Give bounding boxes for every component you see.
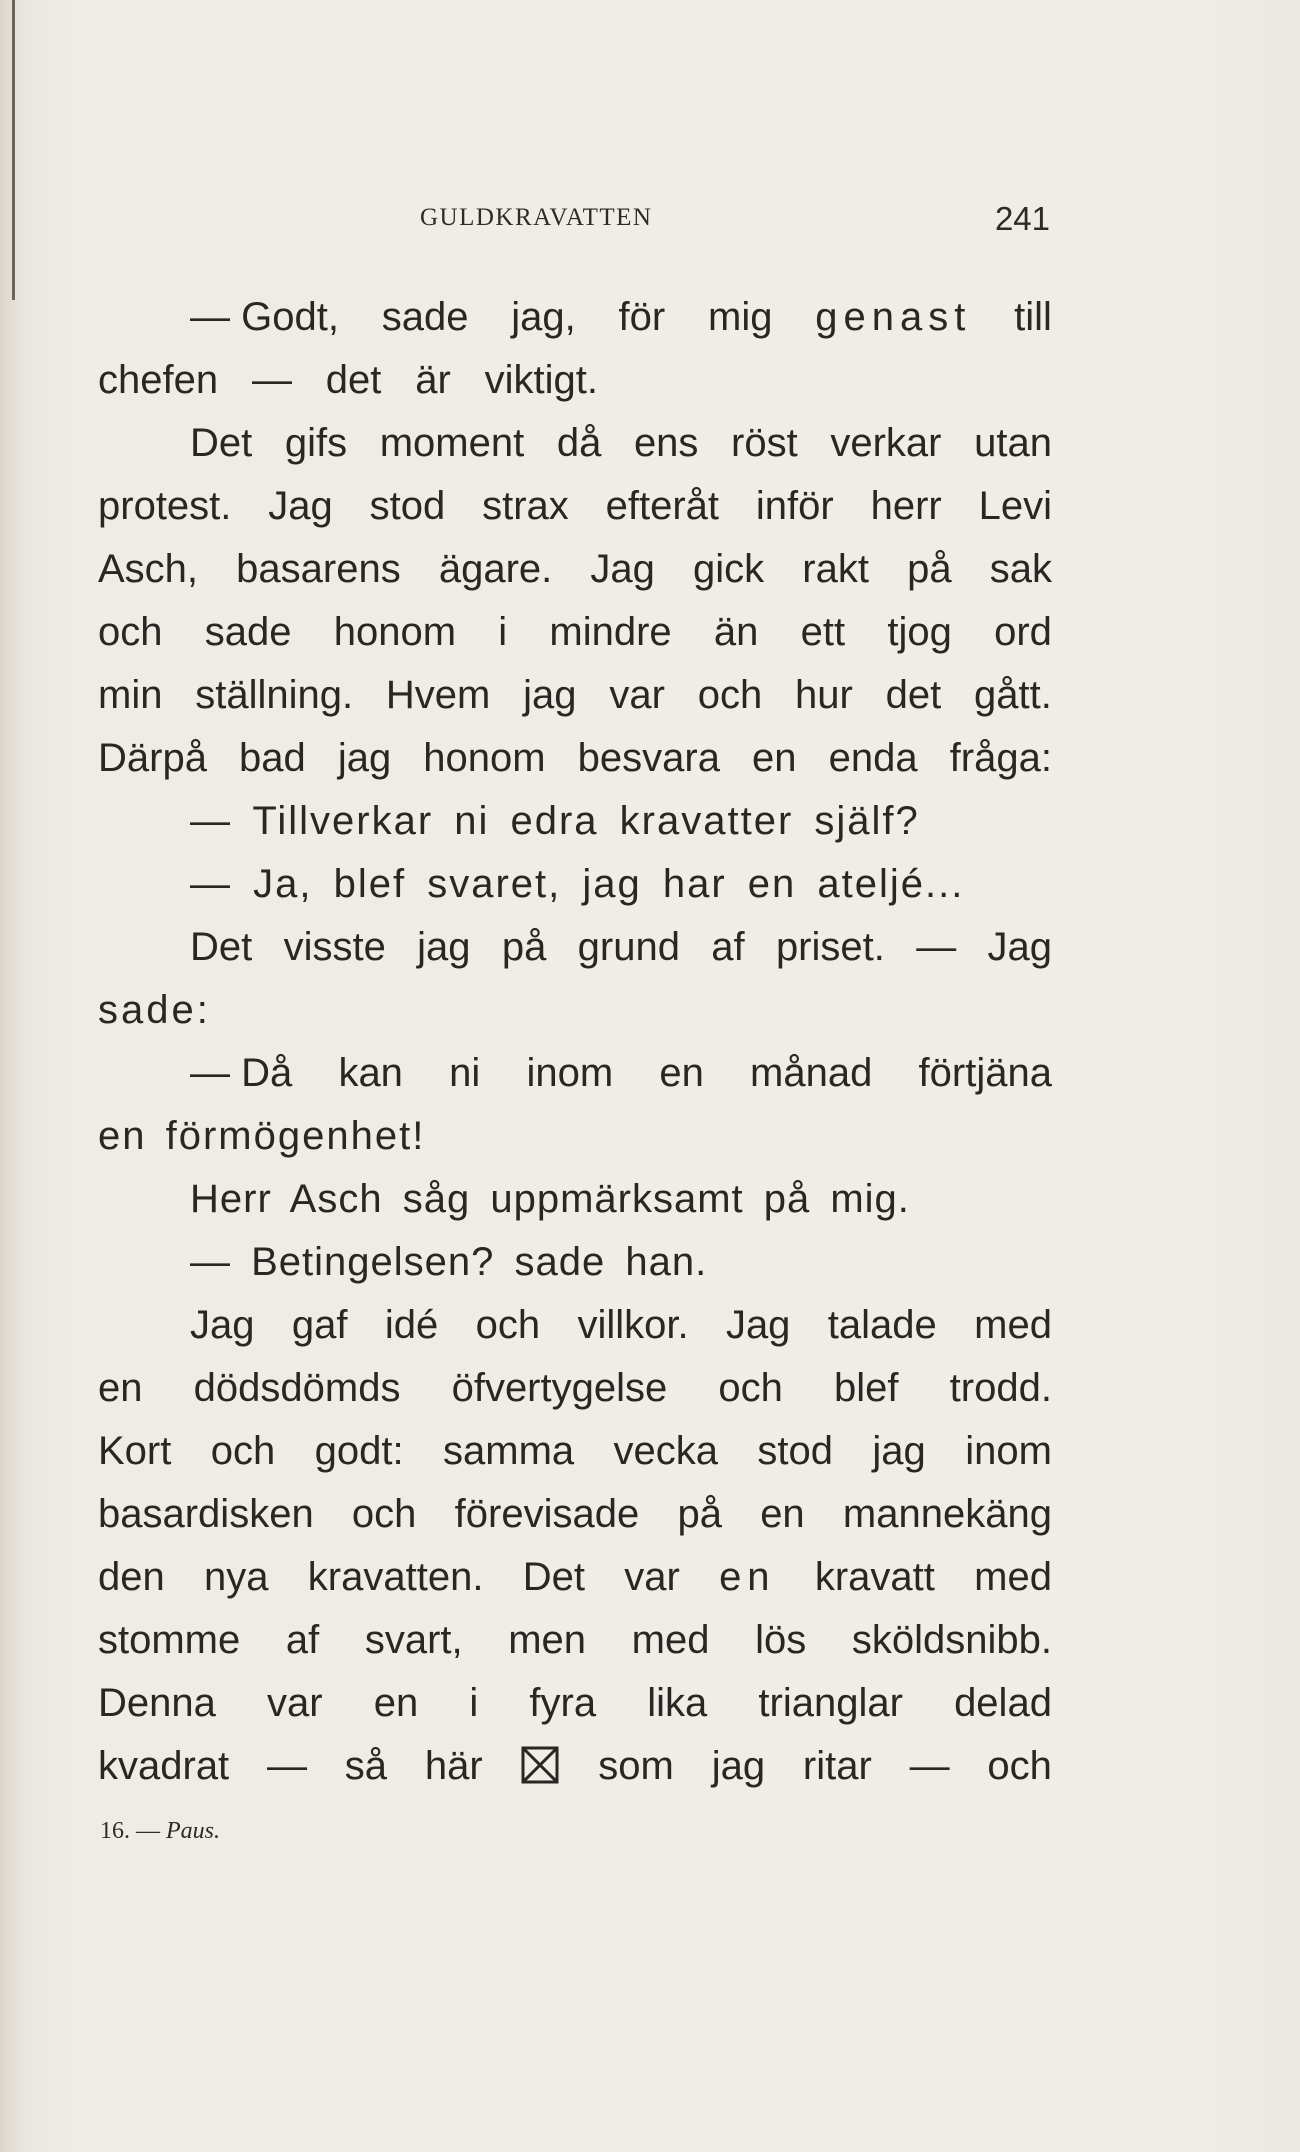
text-line (98, 1672, 1052, 1735)
word: så (344, 1744, 388, 1788)
sentence: en förmögenhet! (98, 1114, 426, 1158)
word: stod (757, 1429, 834, 1473)
word: min (98, 673, 163, 717)
word: honom (333, 610, 457, 654)
word: Asch, (98, 547, 199, 591)
sentence: — Tillverkar ni edra kravatter själf? (190, 799, 920, 843)
word: ord (994, 610, 1052, 654)
word: Jag (725, 1303, 791, 1347)
word: kravatten. (307, 1555, 484, 1599)
text-line (98, 1042, 1052, 1105)
text-line (98, 1735, 1052, 1798)
boxed-x-icon (520, 1735, 560, 1798)
word: lika (647, 1681, 708, 1725)
word: förevisade (454, 1492, 640, 1536)
word: af (285, 1618, 320, 1662)
word: en (760, 1492, 805, 1536)
word: inför (755, 484, 834, 528)
word: sade: (98, 988, 211, 1032)
body-text (98, 286, 1052, 1798)
word: enda (828, 736, 918, 780)
word: ägare. (438, 547, 553, 591)
word: Det (190, 925, 253, 969)
word: mig (708, 295, 773, 339)
word: hur (795, 673, 853, 717)
word: sade (381, 295, 469, 339)
word: — (266, 1744, 307, 1788)
word: besvara (577, 736, 720, 780)
word: gifs (284, 421, 348, 465)
word: protest. (98, 484, 232, 528)
word: fråga: (949, 736, 1052, 780)
page-spine-edge (12, 0, 15, 300)
word: och (475, 1303, 541, 1347)
word: och (98, 610, 163, 654)
word: rakt (802, 547, 869, 591)
word: ens (633, 421, 699, 465)
word: inom (965, 1429, 1052, 1473)
word: den (98, 1555, 165, 1599)
word: Jag (268, 484, 333, 528)
word: — (909, 1744, 950, 1788)
text-line (98, 538, 1052, 601)
word: visste (283, 925, 386, 969)
word: trianglar (758, 1681, 903, 1725)
word: efteråt (605, 484, 720, 528)
word: och (718, 1366, 783, 1410)
word: blef (834, 1366, 899, 1410)
sentence: — Ja, blef svaret, jag har en ateljé... (190, 862, 965, 906)
word: en (659, 1051, 704, 1095)
word: ritar (802, 1744, 872, 1788)
word: idé (384, 1303, 439, 1347)
word: och (697, 673, 763, 717)
text-line (98, 853, 1052, 916)
word: svart, (364, 1618, 463, 1662)
text-line (98, 1294, 1052, 1357)
word: på (501, 925, 547, 969)
text-line (98, 475, 1052, 538)
word: mannekäng (842, 1492, 1052, 1536)
text-line (98, 286, 1052, 349)
word: herr (870, 484, 942, 528)
word: Det (522, 1555, 585, 1599)
word: — Då (190, 1051, 293, 1095)
text-line (98, 601, 1052, 664)
word: honom (423, 736, 546, 780)
word: på (677, 1492, 722, 1536)
word: fyra (529, 1681, 597, 1725)
word: som (598, 1744, 674, 1788)
word: tjog (887, 610, 952, 654)
running-title: GULDKRAVATTEN (420, 204, 653, 231)
word: kan (338, 1051, 403, 1095)
word: Därpå (98, 736, 207, 780)
word: och (987, 1744, 1052, 1788)
word: stomme (98, 1618, 241, 1662)
text-line (98, 1546, 1052, 1609)
text-line (98, 1609, 1052, 1672)
word: utan (974, 421, 1052, 465)
word: dödsdömds (193, 1366, 401, 1410)
word: kvadrat (98, 1744, 230, 1788)
word: Det (190, 421, 253, 465)
text-line (98, 1231, 1052, 1294)
word: Jag (190, 1303, 255, 1347)
word: en (373, 1681, 419, 1725)
word: trodd. (949, 1366, 1052, 1410)
word: var (624, 1555, 680, 1599)
page-number: 241 (994, 200, 1050, 237)
signature-mark (100, 1818, 220, 1845)
word: delad (954, 1681, 1052, 1725)
text-line (98, 727, 1052, 790)
word: Levi (978, 484, 1052, 528)
word: jag (417, 925, 471, 969)
word: lös (755, 1618, 807, 1662)
boxed-x-symbol (520, 1745, 560, 1785)
word: jag, (511, 295, 576, 339)
sentence: — Betingelsen? sade han. (190, 1240, 708, 1284)
word: mindre (549, 610, 672, 654)
word: Jag (987, 925, 1052, 969)
word: med (631, 1618, 710, 1662)
word: men (508, 1618, 587, 1662)
word: en (752, 736, 797, 780)
word: stod (369, 484, 446, 528)
word: sak (989, 547, 1052, 591)
word: vecka (613, 1429, 719, 1473)
text-line (98, 412, 1052, 475)
signature-name: Paus. (166, 1818, 220, 1844)
word: i (469, 1681, 479, 1725)
word: förtjäna (918, 1051, 1052, 1095)
word: var (267, 1681, 323, 1725)
text-line (98, 1483, 1052, 1546)
word: bad (239, 736, 306, 780)
word: öfvertygelse (451, 1366, 668, 1410)
word: talade (827, 1303, 937, 1347)
word: viktigt. (484, 358, 598, 402)
word-spaced: genast (815, 295, 972, 339)
word: i (498, 610, 508, 654)
word: och (351, 1492, 417, 1536)
word: här (424, 1744, 483, 1788)
word: — (916, 925, 957, 969)
text-line (98, 664, 1052, 727)
word: sköldsnibb. (851, 1618, 1052, 1662)
word: med (974, 1303, 1052, 1347)
word: är (415, 358, 451, 402)
word-spaced: en (719, 1555, 776, 1599)
word: månad (750, 1051, 873, 1095)
text-line (98, 790, 1052, 853)
word: basardisken (98, 1492, 314, 1536)
word: det (325, 358, 382, 402)
word: på (907, 547, 952, 591)
word: basarens (236, 547, 401, 591)
word: jag (711, 1744, 766, 1788)
word: priset. (775, 925, 885, 969)
text-line (98, 1357, 1052, 1420)
word: Hvem (385, 673, 491, 717)
word: ställning. (195, 673, 354, 717)
word: inom (526, 1051, 614, 1095)
word: än (713, 610, 759, 654)
word: godt: (314, 1429, 404, 1473)
word: jag (523, 673, 577, 717)
text-line (98, 916, 1052, 979)
word: samma (443, 1429, 575, 1473)
text-line (98, 979, 1052, 1042)
word: då (556, 421, 602, 465)
word: verkar (830, 421, 942, 465)
word: villkor. (577, 1303, 689, 1347)
word: chefen (98, 358, 219, 402)
word: jag (872, 1429, 926, 1473)
word: med (974, 1555, 1052, 1599)
text-line (98, 349, 598, 412)
word: gaf (291, 1303, 348, 1347)
text-line (98, 1105, 1052, 1168)
word: sade (204, 610, 292, 654)
word: det (885, 673, 942, 717)
word: och (210, 1429, 276, 1473)
word: strax (482, 484, 569, 528)
text-line (98, 1420, 1052, 1483)
signature-number: 16. — (100, 1818, 160, 1844)
word: — Godt, (190, 295, 339, 339)
word: kravatt (814, 1555, 935, 1599)
word: gått. (974, 673, 1052, 717)
word: Jag (590, 547, 655, 591)
word: ett (800, 610, 846, 654)
word: Denna (98, 1681, 216, 1725)
word: jag (337, 736, 392, 780)
word: till (1014, 295, 1052, 339)
word: gick (693, 547, 765, 591)
word: för (618, 295, 666, 339)
sentence: Herr Asch såg uppmärksamt på mig. (190, 1177, 910, 1221)
text-line (98, 1168, 1052, 1231)
page-spine-shadow (0, 0, 26, 2152)
word: ni (449, 1051, 481, 1095)
word: — (251, 358, 292, 402)
word: röst (731, 421, 798, 465)
word: moment (379, 421, 525, 465)
word: en (98, 1366, 143, 1410)
word: Kort (98, 1429, 172, 1473)
word: var (609, 673, 665, 717)
word: nya (204, 1555, 269, 1599)
word: af (711, 925, 745, 969)
word: grund (577, 925, 680, 969)
page-header (420, 200, 1050, 240)
